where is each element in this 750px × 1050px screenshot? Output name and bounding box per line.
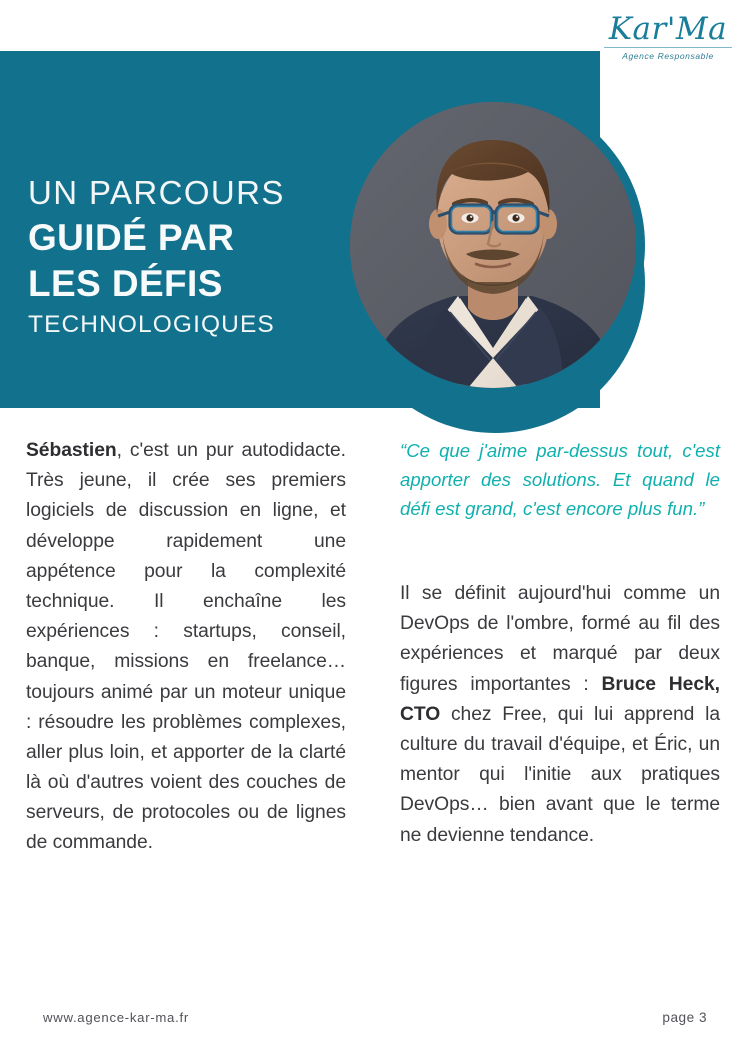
title-underline-rule [28,414,245,418]
title-line-4: TECHNOLOGIQUES [28,311,275,339]
title-line-1: UN PARCOURS [28,174,285,211]
brand-tagline: Agence Responsable [622,51,714,61]
left-column [26,436,346,859]
lead-name: Sébastien [26,440,117,461]
portrait-ring [341,93,645,397]
page-title [28,175,358,339]
content-columns [0,436,750,996]
right-paragraph [400,523,720,851]
mentor-name: Bruce Heck, CTO [400,673,720,725]
pull-quote: “Ce que j'aime par-dessus tout, c'est apporter des solutions. Et quand le défi est grand, c'est encore plus fun.” [400,440,720,519]
left-paragraph-text: , c'est un pur autodidacte. Très jeune, il crée ses premiers logiciels de discussion en ligne, et développe rapidement une appétence pour la complexité technique. Il enchaîne les expériences : startups, conseil, banque, missions en freelance… toujours animé par un moteur unique : résoudre les problèmes complexes, aller plus loin, et apporter de la clarté là où d'autres voient des couches de serveurs, de protocoles ou de lignes de commande. [26,440,346,854]
page-footer [0,1010,750,1030]
right-paragraph-part-2: chez Free, qui lui apprend la culture du travail d'équipe, et Éric, un mentor qui l'initie aux pratiques DevOps… bien avant que le terme ne devienne tendance. [400,703,720,846]
portrait-photo [350,102,636,388]
brand-wordmark: Kar'Ma [604,14,732,48]
left-paragraph [26,436,346,859]
title-line-3: LES DÉFIS [28,262,223,304]
brand-logo [604,11,732,61]
footer-page-number: page 3 [662,1010,707,1025]
right-paragraph-part-1: Il se définit aujourd'hui comme un DevOps de l'ombre, formé au fil des expériences et marqué par deux figures importantes : [400,583,720,695]
right-column [400,436,720,851]
title-line-2: GUIDÉ PAR [28,216,235,258]
footer-website-url[interactable]: www.agence-kar-ma.fr [43,1010,189,1025]
